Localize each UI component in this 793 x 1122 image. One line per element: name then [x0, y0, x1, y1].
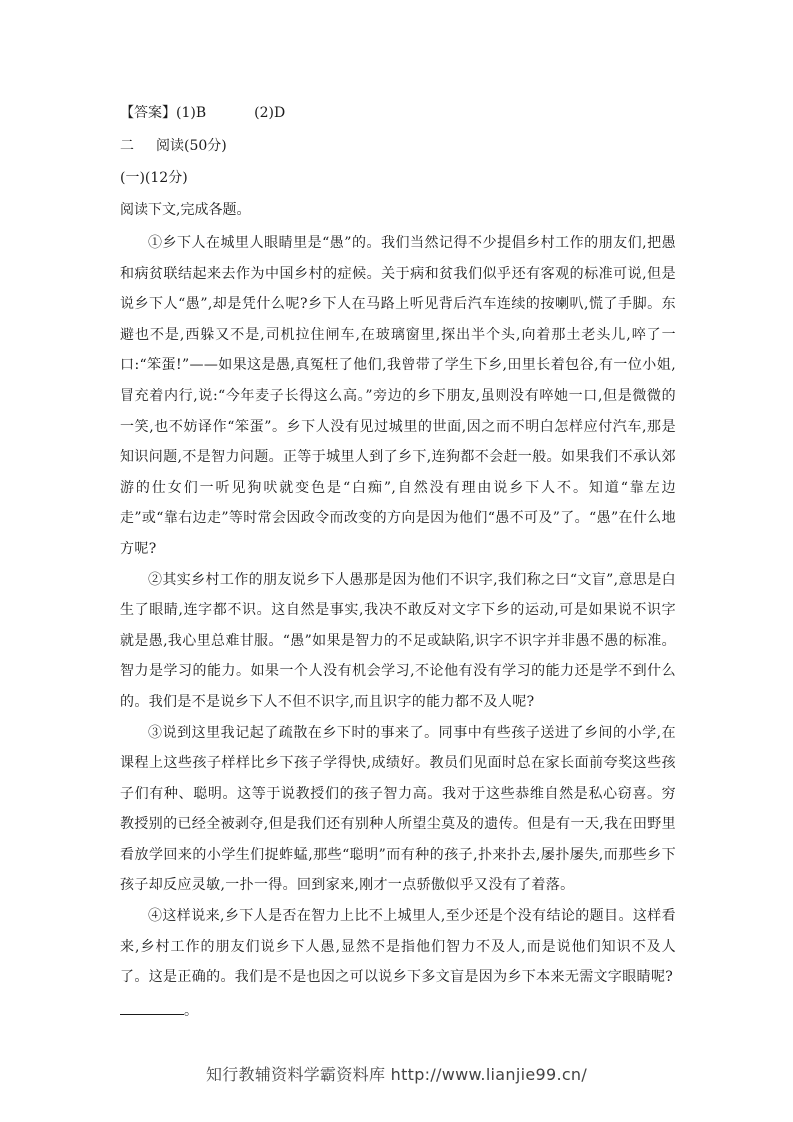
- paragraph-2: ②其实乡村工作的朋友说乡下人愚那是因为他们不识字,我们称之曰“文盲”,意思是白生了眼睛,连字都不识。这自然是事实,我决不敢反对文字下乡的运动,可是如果说不识字就是愚,我心里总难甘服。“愚”如果是智力的不足或缺陷,识字不识字并非愚不愚的标准。智力是学习的能力。如果一个人没有机会学习,不论他有没有学习的能力还是学不到什么的。我们是不是说乡下人不但不识字,而且识字的能力都不及人呢?: [120, 571, 676, 710]
- instruction-text: 阅读下文,完成各题。: [120, 202, 251, 218]
- subsection-heading: (一)(12分): [120, 170, 188, 186]
- paragraph-3: ③说到这里我记起了疏散在乡下时的事来了。同事中有些孩子送进了乡间的小学,在课程上这些孩子样样比乡下孩子学得快,成绩好。教员们见面时总在家长面前夸奖这些孩子们有种、聪明。这等于说教授们的孩子智力高。我对于这些恭维自然是私心窃喜。穷教授别的已经全被剥夺,但是我们还有别种人所望尘莫及的遗传。但是有一天,我在田野里看放学回来的小学生们捉蚱蜢,那些“聪明”而有种的孩子,扑来扑去,屡扑屡失,而那些乡下孩子却反应灵敏,一扑一得。回到家来,刚才一点骄傲似乎又没有了着落。: [120, 724, 676, 894]
- paragraph-1: ①乡下人在城里人眼睛里是“愚”的。我们当然记得不少提倡乡村工作的朋友们,把愚和病贫联结起来去作为中国乡村的症候。关于病和贫我们似乎还有客观的标准可说,但是说乡下人“愚”,却是凭什么呢?乡下人在马路上听见背后汽车连续的按喇叭,慌了手脚。东避也不是,西躲又不是,司机拉住闸车,在玻璃窗里,探出半个头,向着那土老头儿,啐了一口:“笨蛋!”——如果这是愚,真冤枉了他们,我曾带了学生下乡,田里长着包谷,有一位小姐,冒充着内行,说:“今年麦子长得这么高。”旁边的乡下朋友,虽则没有啐她一口,但是微微的一笑,也不妨译作“笨蛋”。乡下人没有见过城里的世面,因之而不明白怎样应付汽车,那是知识问题,不是智力问题。正等于城里人到了乡下,连狗都不会赶一般。如果我们不承认郊游的仕女们一听见狗吠就变色是“白痴”,自然没有理由说乡下人不。知道“靠左边走”或“靠右边走”等时常会因政令而改变的方向是因为他们“愚不可及”了。“愚”在什么地方呢?: [120, 235, 676, 557]
- answer-blank[interactable]: [120, 1000, 184, 1015]
- answer-part-2: (2)D: [254, 105, 286, 121]
- answer-part-1: (1)B: [176, 105, 207, 121]
- answer-blank-line: [120, 999, 676, 1023]
- footer-watermark: 知行教辅资料学霸资料库 http://www.lianjie99.cn/: [205, 1065, 588, 1084]
- answer-label: 【答案】: [120, 105, 176, 121]
- blank-suffix: 。: [184, 1002, 198, 1019]
- section-title: 阅读(50分): [156, 138, 227, 154]
- section-number: 二: [120, 138, 134, 154]
- section-heading: [120, 134, 676, 158]
- paragraph-4: ④这样说来,乡下人是否在智力上比不上城里人,至少还是个没有结论的题目。这样看来,乡村工作的朋友们说乡下人愚,显然不是指他们智力不及人,而是说他们知识不及人了。这是正确的。我们是不是也因之可以说乡下多文盲是因为乡下本来无需文字眼睛呢?: [120, 908, 676, 986]
- document-page: [120, 101, 676, 1023]
- answer-line: [120, 101, 676, 125]
